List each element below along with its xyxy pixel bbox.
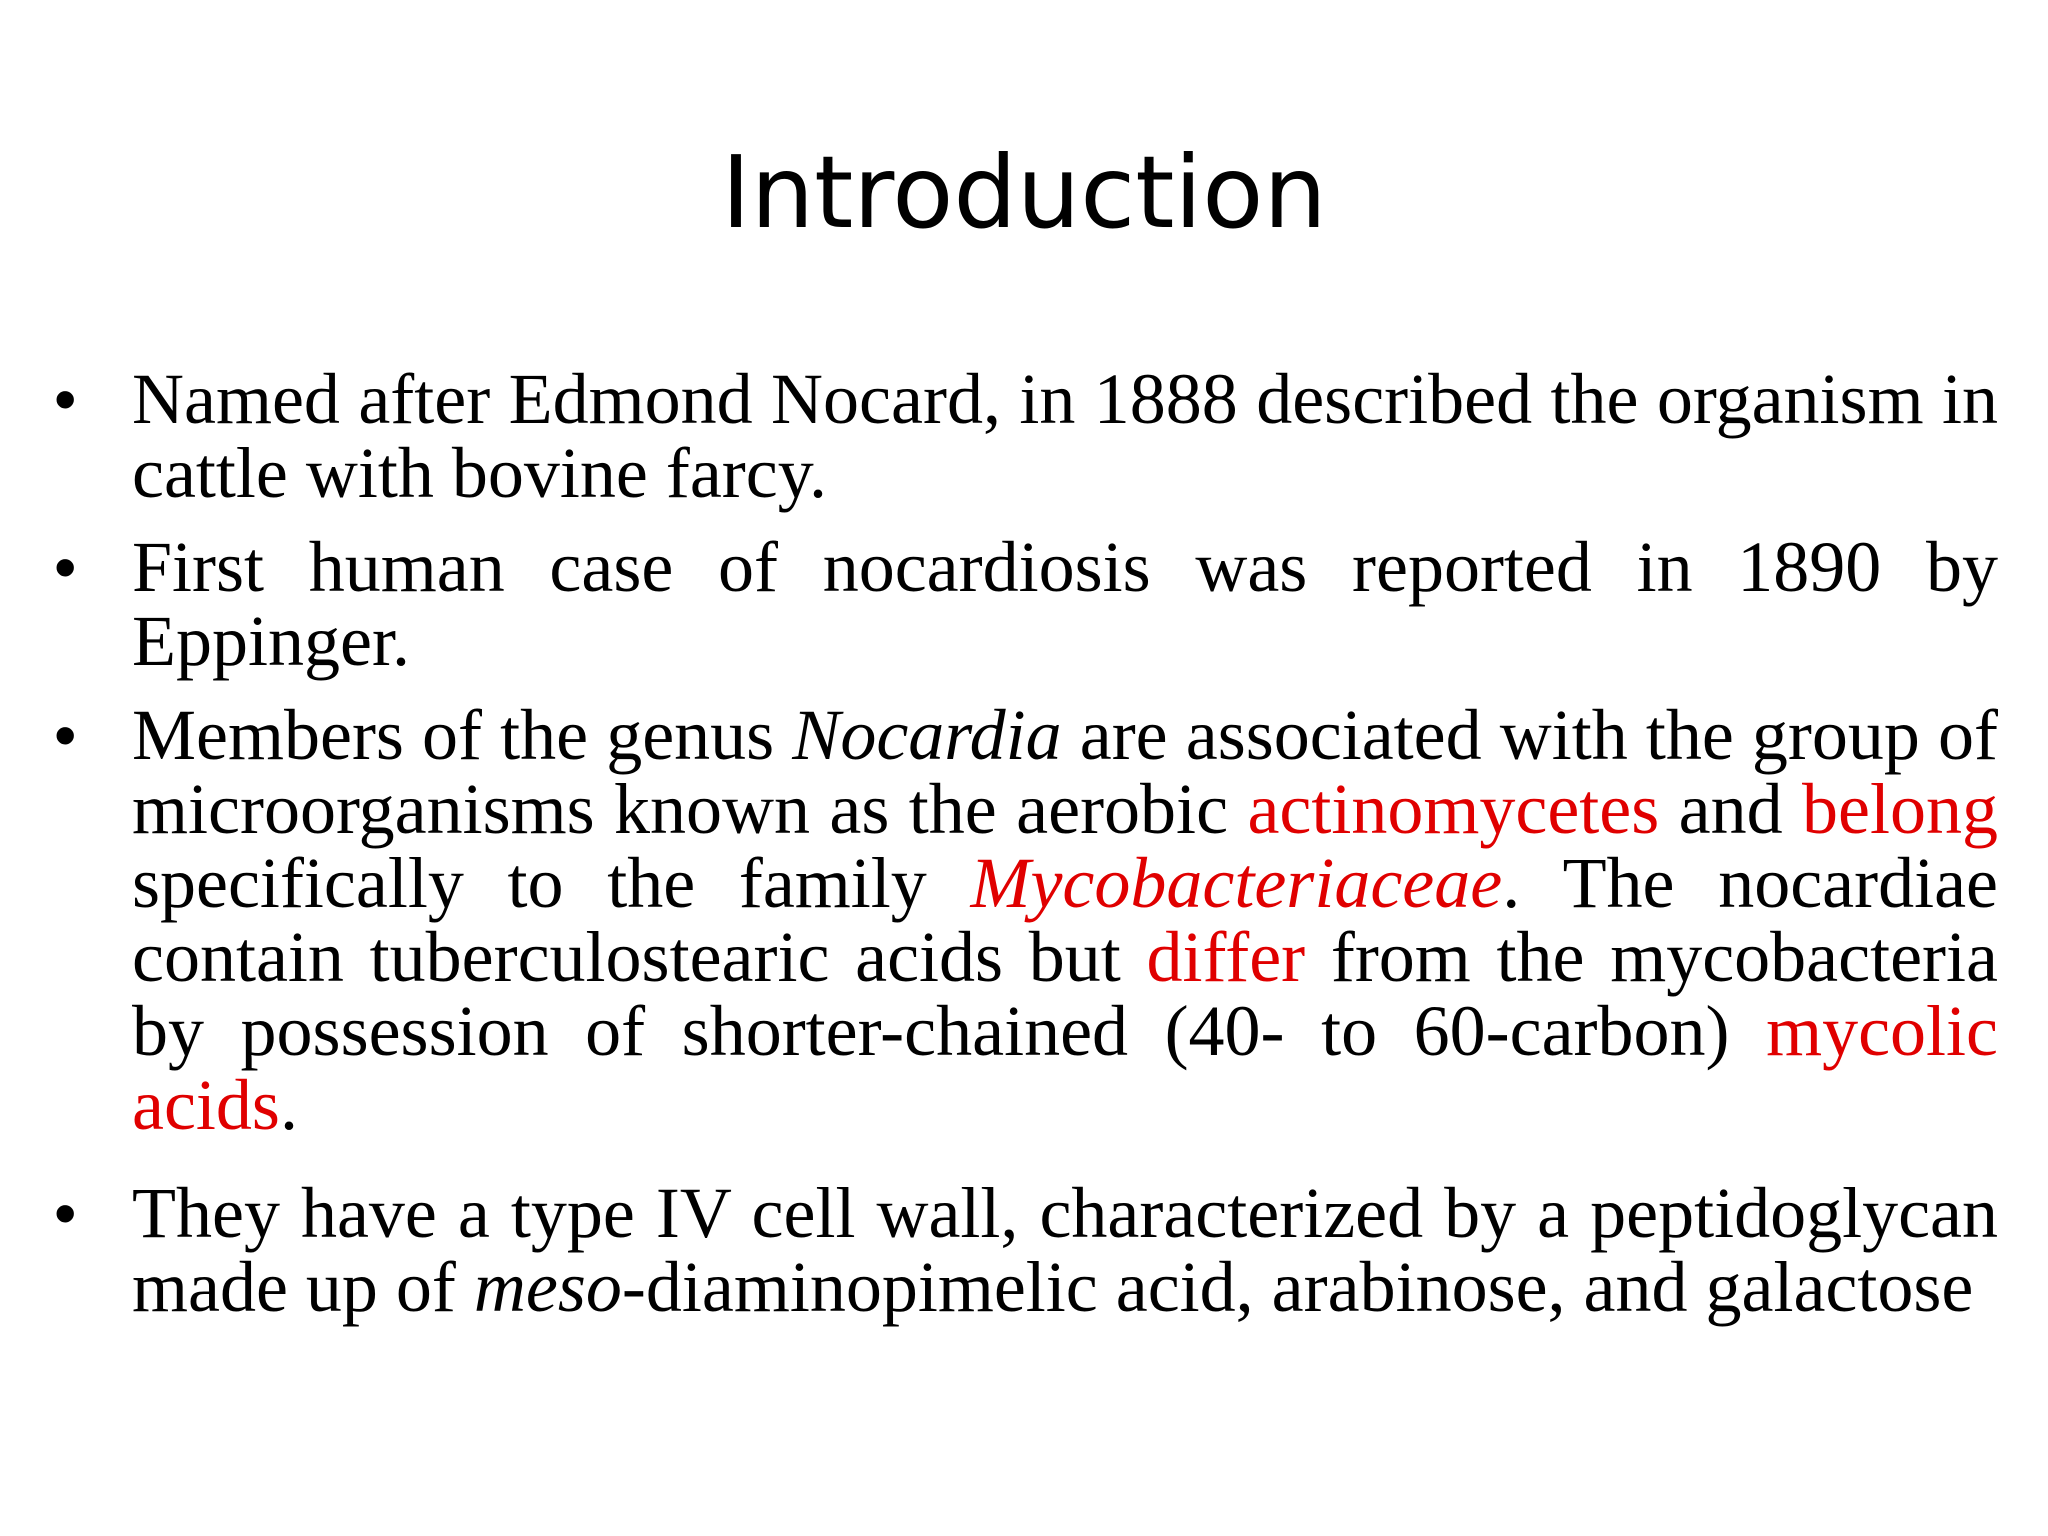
bullet-item-nocard: [54, 359, 1998, 513]
meso-text: meso: [473, 1247, 622, 1327]
bullet-dot-icon: •: [54, 1177, 77, 1249]
highlight-differ: differ: [1146, 917, 1306, 997]
bullet-text: . The nocardiae contain tuberculostearic acids but: [132, 843, 1998, 997]
bullet-text: They have a type IV cell wall, characterized by a peptidoglycan made up of: [132, 1173, 1998, 1327]
bullet-list: [54, 359, 1998, 1344]
bullet-item-first-human-case: [54, 527, 1998, 681]
bullet-dot-icon: •: [54, 699, 77, 771]
bullet-text: Named after Edmond Nocard, in 1888 described the organism in cattle with bovine farcy.: [132, 359, 1998, 513]
highlight-mycolic-acids: mycolic acids: [132, 991, 1998, 1145]
bullet-text: specifically to the family: [132, 843, 971, 923]
bullet-text: Members of the genus: [132, 695, 793, 775]
bullet-text: -diaminopimelic acid, arabinose, and galactose: [621, 1247, 1974, 1327]
bullet-text: from the mycobacteria by possession of shorter-chained (40- to 60-carbon): [132, 917, 1998, 1071]
highlight-mycobacteriaceae: Mycobacteriaceae: [970, 843, 1503, 923]
bullet-text: First human case of nocardiosis was reported in 1890 by Eppinger.: [132, 527, 1998, 681]
highlight-belong: belong: [1802, 769, 1998, 849]
genus-nocardia-text: Nocardia: [792, 695, 1062, 775]
slide-title: Introduction: [721, 134, 1327, 251]
bullet-item-genus-members: [54, 695, 1998, 1145]
bullet-dot-icon: •: [54, 531, 77, 603]
bullet-item-cell-wall: [54, 1173, 1998, 1327]
bullet-text: are associated with the group of microorganisms known as the aerobic: [132, 695, 1998, 849]
bullet-text: .: [279, 1065, 298, 1145]
bullet-text: and: [1659, 769, 1803, 849]
bullet-dot-icon: •: [54, 363, 77, 435]
highlight-actinomycetes: actinomycetes: [1247, 769, 1660, 849]
